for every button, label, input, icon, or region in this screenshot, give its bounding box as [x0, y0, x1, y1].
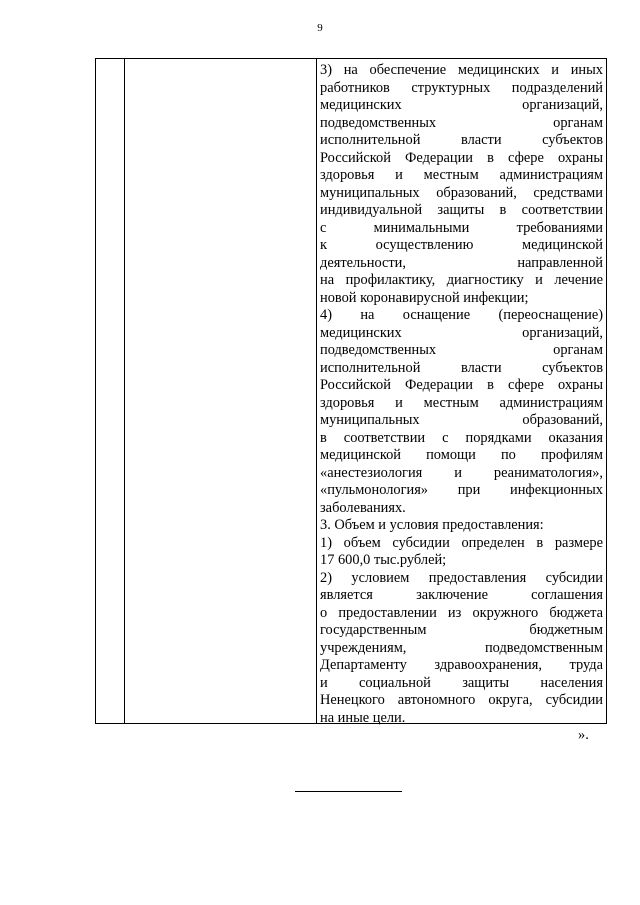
text-line: учреждениям, подведомственным: [320, 639, 603, 656]
text-line: на профилактику, диагностику и лечение: [320, 272, 603, 288]
text-line: о предоставлении из окружного бюджета: [320, 604, 603, 621]
text-line: заболеваниях.: [320, 499, 406, 516]
text-line: медицинских организаций,: [320, 97, 603, 113]
end-horizontal-rule: [295, 791, 402, 792]
text-line: муниципальных образований,: [320, 412, 603, 428]
text-line: исполнительной власти субъектов: [320, 132, 603, 148]
text-line: 3) на обеспечение медицинских и иных: [320, 62, 603, 78]
text-line: «пульмонология» при инфекционных: [320, 482, 603, 498]
text-line: медицинской помощи по профилям: [320, 447, 603, 463]
table-column-divider: [124, 59, 125, 723]
text-line: в соответствии с порядками оказания: [320, 429, 603, 446]
text-line: к осуществлению медицинской: [320, 237, 603, 253]
document-table: [95, 58, 607, 724]
text-line: с минимальными требованиями: [320, 219, 603, 236]
text-line: Департаменту здравоохранения, труда: [320, 657, 603, 673]
text-line: Ненецкого автономного округа, субсидии: [320, 692, 603, 708]
table-cell-text: [320, 62, 603, 727]
text-line: подведомственных органам: [320, 342, 603, 358]
text-line: индивидуальной защиты в соответствии: [320, 202, 603, 218]
text-line: 3. Объем и условия предоставления:: [320, 517, 544, 533]
text-line: здоровья и местным администрациям: [320, 167, 603, 183]
text-line: новой коронавирусной инфекции;: [320, 289, 529, 306]
text-line: 1) объем субсидии определен в размере: [320, 534, 603, 551]
text-line: 2) условием предоставления субсидии: [320, 569, 603, 586]
text-line: 4) на оснащение (переоснащение): [320, 307, 603, 323]
text-line: работников структурных подразделений: [320, 79, 603, 96]
text-line: исполнительной власти субъектов: [320, 359, 603, 376]
text-line: Российской Федерации в сфере охраны: [320, 149, 603, 166]
text-line: муниципальных образований, средствами: [320, 184, 603, 201]
text-line: «анестезиология и реаниматология»,: [320, 464, 603, 481]
text-line: и социальной защиты населения: [320, 674, 603, 691]
text-line: на иные цели.: [320, 709, 406, 726]
text-line: Российской Федерации в сфере охраны: [320, 377, 603, 393]
text-line: медицинских организаций,: [320, 324, 603, 341]
table-column-divider: [316, 59, 317, 723]
text-line: деятельности, направленной: [320, 254, 603, 271]
text-line: является заключение соглашения: [320, 587, 603, 603]
page-number: 9: [317, 22, 323, 34]
text-line: подведомственных органам: [320, 114, 603, 131]
text-line: здоровья и местным администрациям: [320, 394, 603, 411]
closing-quote-mark: ».: [578, 727, 589, 743]
text-line: государственным бюджетным: [320, 622, 603, 638]
text-line: 17 600,0 тыс.рублей;: [320, 552, 447, 568]
